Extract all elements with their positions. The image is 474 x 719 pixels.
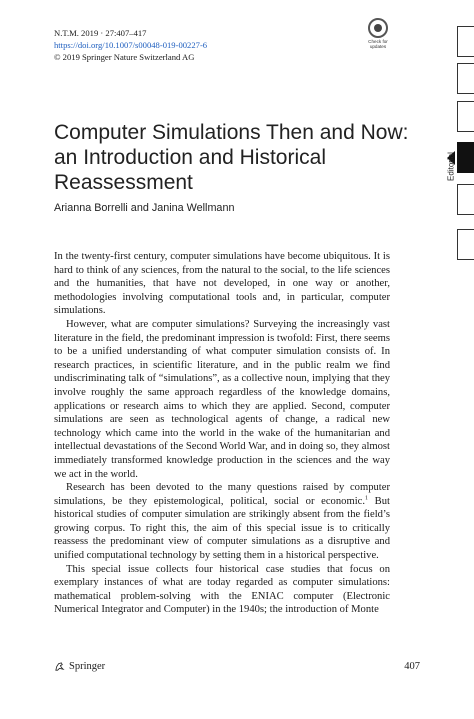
section-tab (457, 229, 474, 260)
article-body (54, 250, 390, 617)
paragraph: However, what are computer simulations? Surveying the increasingly vast literature in the field, the predominant impression is twofold: First, there seems to be a unified understanding of what computer simulation consists of. In research practices, in scientific literature, and in the public realm we find undiscriminating talk of “simulations”, as a collective noun, implying that they involve roughly the same approach regardless of the knowledge domains, applications or research aims to which they are applied. Second, computer simulations are seen as technological agents of change, a radical new technology which came into the world in the wake of the humanitarian and intellectual devastations of the Second World War, and in doing so, they almost immediately transformed knowledge production in the sciences and the way we act in the world. (54, 318, 390, 480)
article-title: Computer Simulations Then and Now: an Introduction and Historical Reassessment (54, 121, 409, 194)
section-tab (457, 101, 474, 132)
check-for-updates-label: Check for updates (368, 39, 388, 49)
publisher-name: Springer (69, 661, 106, 672)
paragraph: This special issue collects four historical case studies that focus on exemplary instances of what are today regarded as computer simulations: mathematical problem-solving with the ENIAC computer (Electronic Numerical Integrator and Computer) in the 1940s; the introduction of Monte (54, 563, 390, 616)
publisher-logo (54, 661, 105, 672)
section-tab-active (457, 142, 474, 173)
page-number: 407 (404, 661, 420, 672)
section-tab (457, 184, 474, 215)
copyright-line: © 2019 Springer Nature Switzerland AG (54, 52, 195, 62)
section-tab (457, 63, 474, 94)
article-authors: Arianna Borrelli and Janina Wellmann (54, 202, 235, 214)
paragraph (54, 481, 390, 563)
journal-citation: N.T.M. 2019 · 27:407–417 (54, 28, 147, 38)
crossmark-icon (368, 18, 388, 38)
footnote-marker[interactable]: 1 (365, 495, 368, 502)
section-tab (457, 26, 474, 57)
springer-horse-icon (54, 661, 65, 672)
check-for-updates-badge[interactable] (362, 18, 394, 52)
article-meta (54, 27, 207, 63)
paragraph: In the twenty-first century, computer simulations have become ubiquitous. It is hard to think of any sciences, from the natural to the social, to the life sciences and the humanities, that have not developed, in one way or another, methodologies involving computational tools and, in particular, computer simulations. (54, 251, 390, 317)
paragraph-text: But historical studies of computer simulation are strikingly absent from the field’s growing corpus. To right this, the aim of this special issue is to critically reassess the predominant view of computer simulations as a disruptive and unified computational technology by setting them in a historical perspective. (54, 495, 390, 562)
paragraph-text: Research has been devoted to the many questions raised by computer simulations, be they epistemological, political, social or economic. (54, 482, 390, 507)
doi-link[interactable]: https://doi.org/10.1007/s00048-019-00227-6 (54, 40, 208, 50)
section-label: Editorial (446, 152, 456, 181)
